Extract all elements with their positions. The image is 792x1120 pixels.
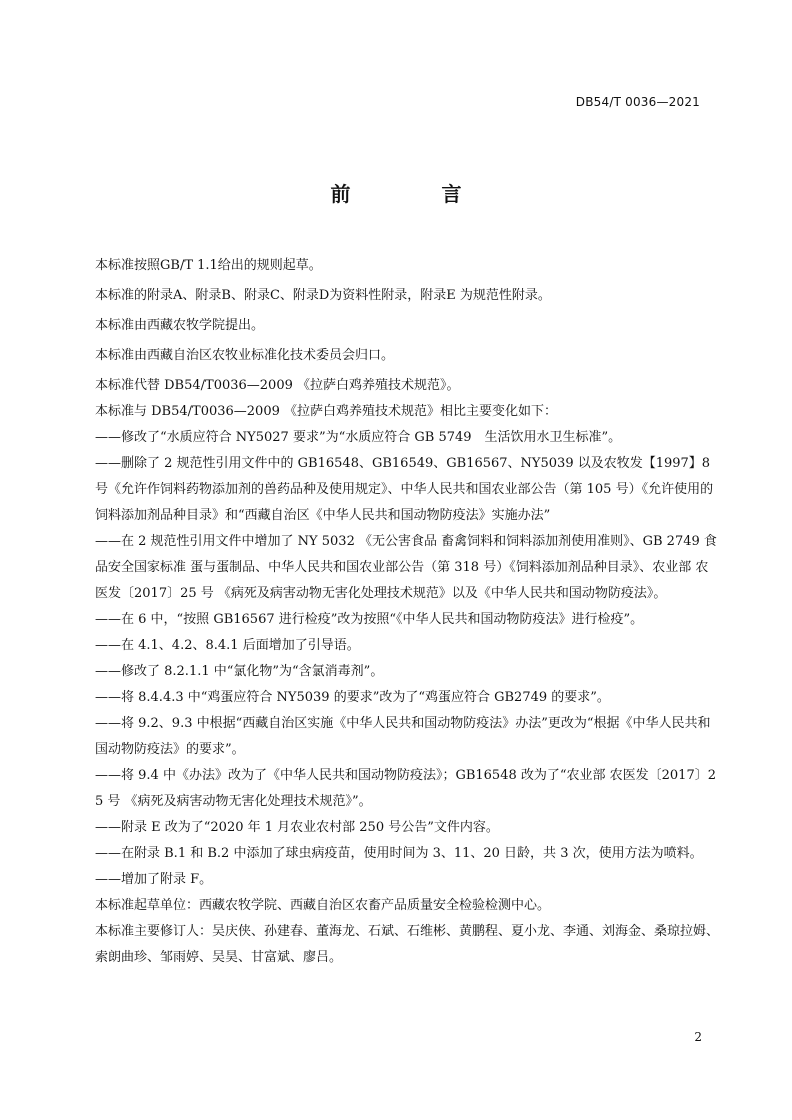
paragraph: 本标准由西藏自治区农牧业标准化技术委员会归口。 xyxy=(95,348,395,363)
change-item: ——将 8.4.4.3 中“鸡蛋应符合 NY5039 的要求”改为了“鸡蛋应符合 GB2749 的要求”。 xyxy=(95,690,610,705)
paragraph: 本标准起草单位：西藏农牧学院、西藏自治区农畜产品质量安全检验检测中心。 xyxy=(95,898,551,913)
paragraph: 本标准按照GB/T 1.1给出的规则起草。 xyxy=(95,258,322,273)
change-item: ——附录 E 改为了“2020 年 1 月农业农村部 250 号公告”文件内容。 xyxy=(95,820,499,835)
change-item: ——在 2 规范性引用文件中增加了 NY 5032 《无公害食品 畜禽饲料和饲料添加剂使用准则》、GB 2749 食品安全国家标准 蛋与蛋制品、中华人民共和国农业部公告（第 318 号）《饲料添加剂品种目录》、农业部 农医发〔2017〕25 号 《病死及病害动物无害化处理技术规范》以及《中华人民共和国动物防疫法》。 xyxy=(95,534,717,601)
change-item: ——修改了 8.2.1.1 中“氯化物”为“含氯消毒剂”。 xyxy=(95,664,384,679)
paragraph: 本标准的附录A、附录B、附录C、附录D为资料性附录，附录E 为规范性附录。 xyxy=(95,288,551,303)
change-item: ——将 9.2、9.3 中根据“西藏自治区实施《中华人民共和国动物防疫法》办法”更改为“根据《中华人民共和国动物防疫法》的要求”。 xyxy=(95,716,711,757)
change-item: ——增加了附录 F。 xyxy=(95,872,213,887)
change-item: ——修改了“水质应符合 NY5027 要求”为“水质应符合 GB 5749 生活饮用水卫生标准”。 xyxy=(95,430,622,445)
document-body xyxy=(95,253,719,971)
paragraph: 本标准由西藏农牧学院提出。 xyxy=(95,318,265,333)
paragraph: 本标准代替 DB54/T0036—2009 《拉萨白鸡养殖技术规范》。 xyxy=(95,378,460,393)
page-title: 前 言 xyxy=(330,182,504,206)
paragraph: 本标准与 DB54/T0036—2009 《拉萨白鸡养殖技术规范》相比主要变化如下： xyxy=(95,404,558,419)
change-item: ——删除了 2 规范性引用文件中的 GB16548、GB16549、GB16567、NY5039 以及农牧发【1997】8 号《允许作饲料药物添加剂的兽药品种及使用规定》、中华人民共和国农业部公告（第 105 号）《允许使用的饲料添加剂品种目录》和“西藏自治区《中华人民共和国动物防疫法》实施办法” xyxy=(95,456,714,523)
change-item: ——在附录 B.1 和 B.2 中添加了球虫病疫苗，使用时间为 3、11、20 日龄，共 3 次，使用方法为喷料。 xyxy=(95,846,703,861)
change-item: ——在 6 中，“按照 GB16567 进行检疫”改为按照“《中华人民共和国动物防疫法》进行检疫”。 xyxy=(95,612,644,627)
change-item: ——在 4.1、4.2、8.4.1 后面增加了引导语。 xyxy=(95,638,360,653)
change-item: ——将 9.4 中《办法》改为了《中华人民共和国动物防疫法》；GB16548 改为了“农业部 农医发〔2017〕25 号 《病死及病害动物无害化处理技术规范》”。 xyxy=(95,768,716,809)
page-number: 2 xyxy=(694,1030,702,1044)
document-code: DB54/T 0036—2021 xyxy=(575,95,700,109)
paragraph: 本标准主要修订人：吴庆侠、孙建春、董海龙、石斌、石维彬、黄鹏程、夏小龙、李通、刘海金、桑琼拉姆、索朗曲珍、邹雨婷、吴昊、甘富斌、廖吕。 xyxy=(95,924,720,965)
